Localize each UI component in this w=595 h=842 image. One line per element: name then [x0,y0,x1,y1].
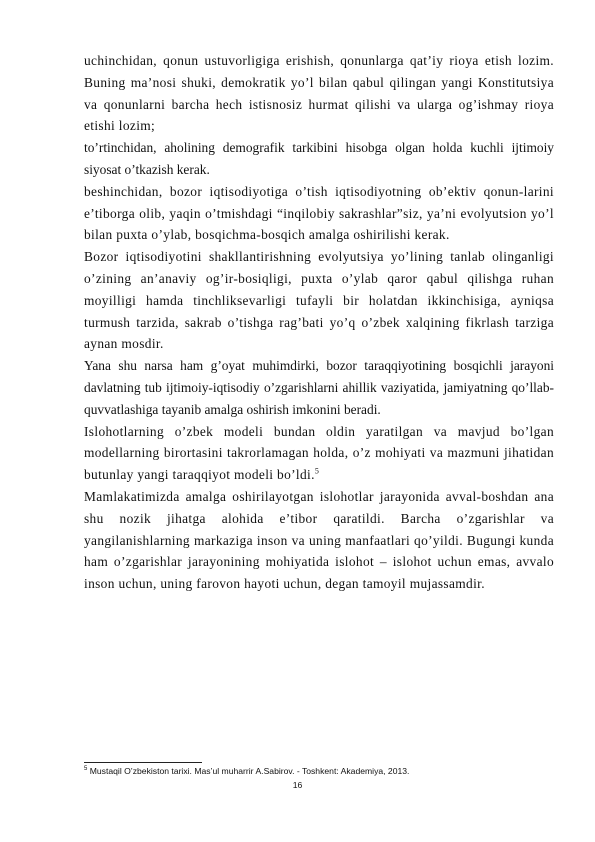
paragraph-tortinchidan: to’rtinchidan, aholining demografik tarkibini hisobga olgan holda kuchli ijtimoiy siyosat o’tkazish kerak. [84,140,554,177]
paragraph-bozor-iqtisodiyoti: Bozor iqtisodiyotini shakllantirishning evolyutsiya yo’lining tanlab olinganligi o’zining an’anaviy og’ir-bosiqligi, puxta o’ylab qaror qabul qilishga ruhan moyilligi hamda tinchliksevarligi tufayli bir holatdan ikkinchisiga, ayniqsa turmush tarzida, sakrab o’tishga rag’bati yo’q o’zbek xalqining fikrlash tarziga aynan mosdir. [84,249,554,352]
footnote [84,766,554,777]
footnote-number: 5 [84,766,88,773]
paragraph-islohotlar-text: Islohotlarning o’zbek modeli bundan oldin yaratilgan va mavjud bo’lgan modellarning birortasini takrorlamagan holda, o’z mohiyati va mazmuni jihatidan butunlay yangi taraqqiyot modeli bo’ldi. [84,423,554,483]
body-text [84,50,554,595]
footnote-separator [84,762,202,763]
paragraph-uchinchidan: uchinchidan, qonun ustuvorligiga erishish, qonunlarga qat’iy rioya etish lozim. Buning ma’nosi shuki, demokratik yo’l bilan qabul qilingan yangi Konstitutsiya va qonunlarni barcha hech istisnosiz hurmat qilishi va ularga og’ishmay rioya etishi lozim; [84,53,554,134]
paragraph-yana-shu-narsa: Yana shu narsa ham g’oyat muhimdirki, bozor taraqqiyotining bosqichli jarayoni davlatning tub ijtimoiy-iqtisodiy o’zgarishlarni ahillik vaziyatida, jamiyatning qo’llab-quvvatlashiga tayanib amalga oshirish imkonini beradi. [84,358,554,417]
paragraph-beshinchidan: beshinchidan, bozor iqtisodiyotiga o’tish iqtisodiyotning ob’ektiv qonun-larini e’tiborga olib, yaqin o’tmishdagi “inqilobiy sakrashlar”siz, ya’ni evolyutsion yo’l bilan puxta o’ylab, bosqichma-bosqich amalga oshirilishi kerak. [84,183,554,243]
footnote-reference: 5 [314,466,320,476]
page-number: 16 [292,780,303,790]
paragraph-islohotlar-modeli [84,421,554,486]
footnote-text: Mustaqil O’zbekiston tarixi. Mas’ul muharrir A.Sabirov. - Toshkent: Akademiya, 2013. [87,766,410,776]
paragraph-mamlakatimizda: Mamlakatimizda amalga oshirilayotgan islohotlar jarayonida avval-boshdan ana shu nozik jihatga alohida e’tibor qaratildi. Barcha o’zgarishlar va yangilanishlarning markaziga inson va uning manfaatlari qo’yildi. Bugungi kunda ham o’zgarishlar jarayonining mohiyatida islohot – islohot uchun emas, avvalo inson uchun, uning farovon hayoti uchun, degan tamoyil mujassamdir. [84,488,554,592]
